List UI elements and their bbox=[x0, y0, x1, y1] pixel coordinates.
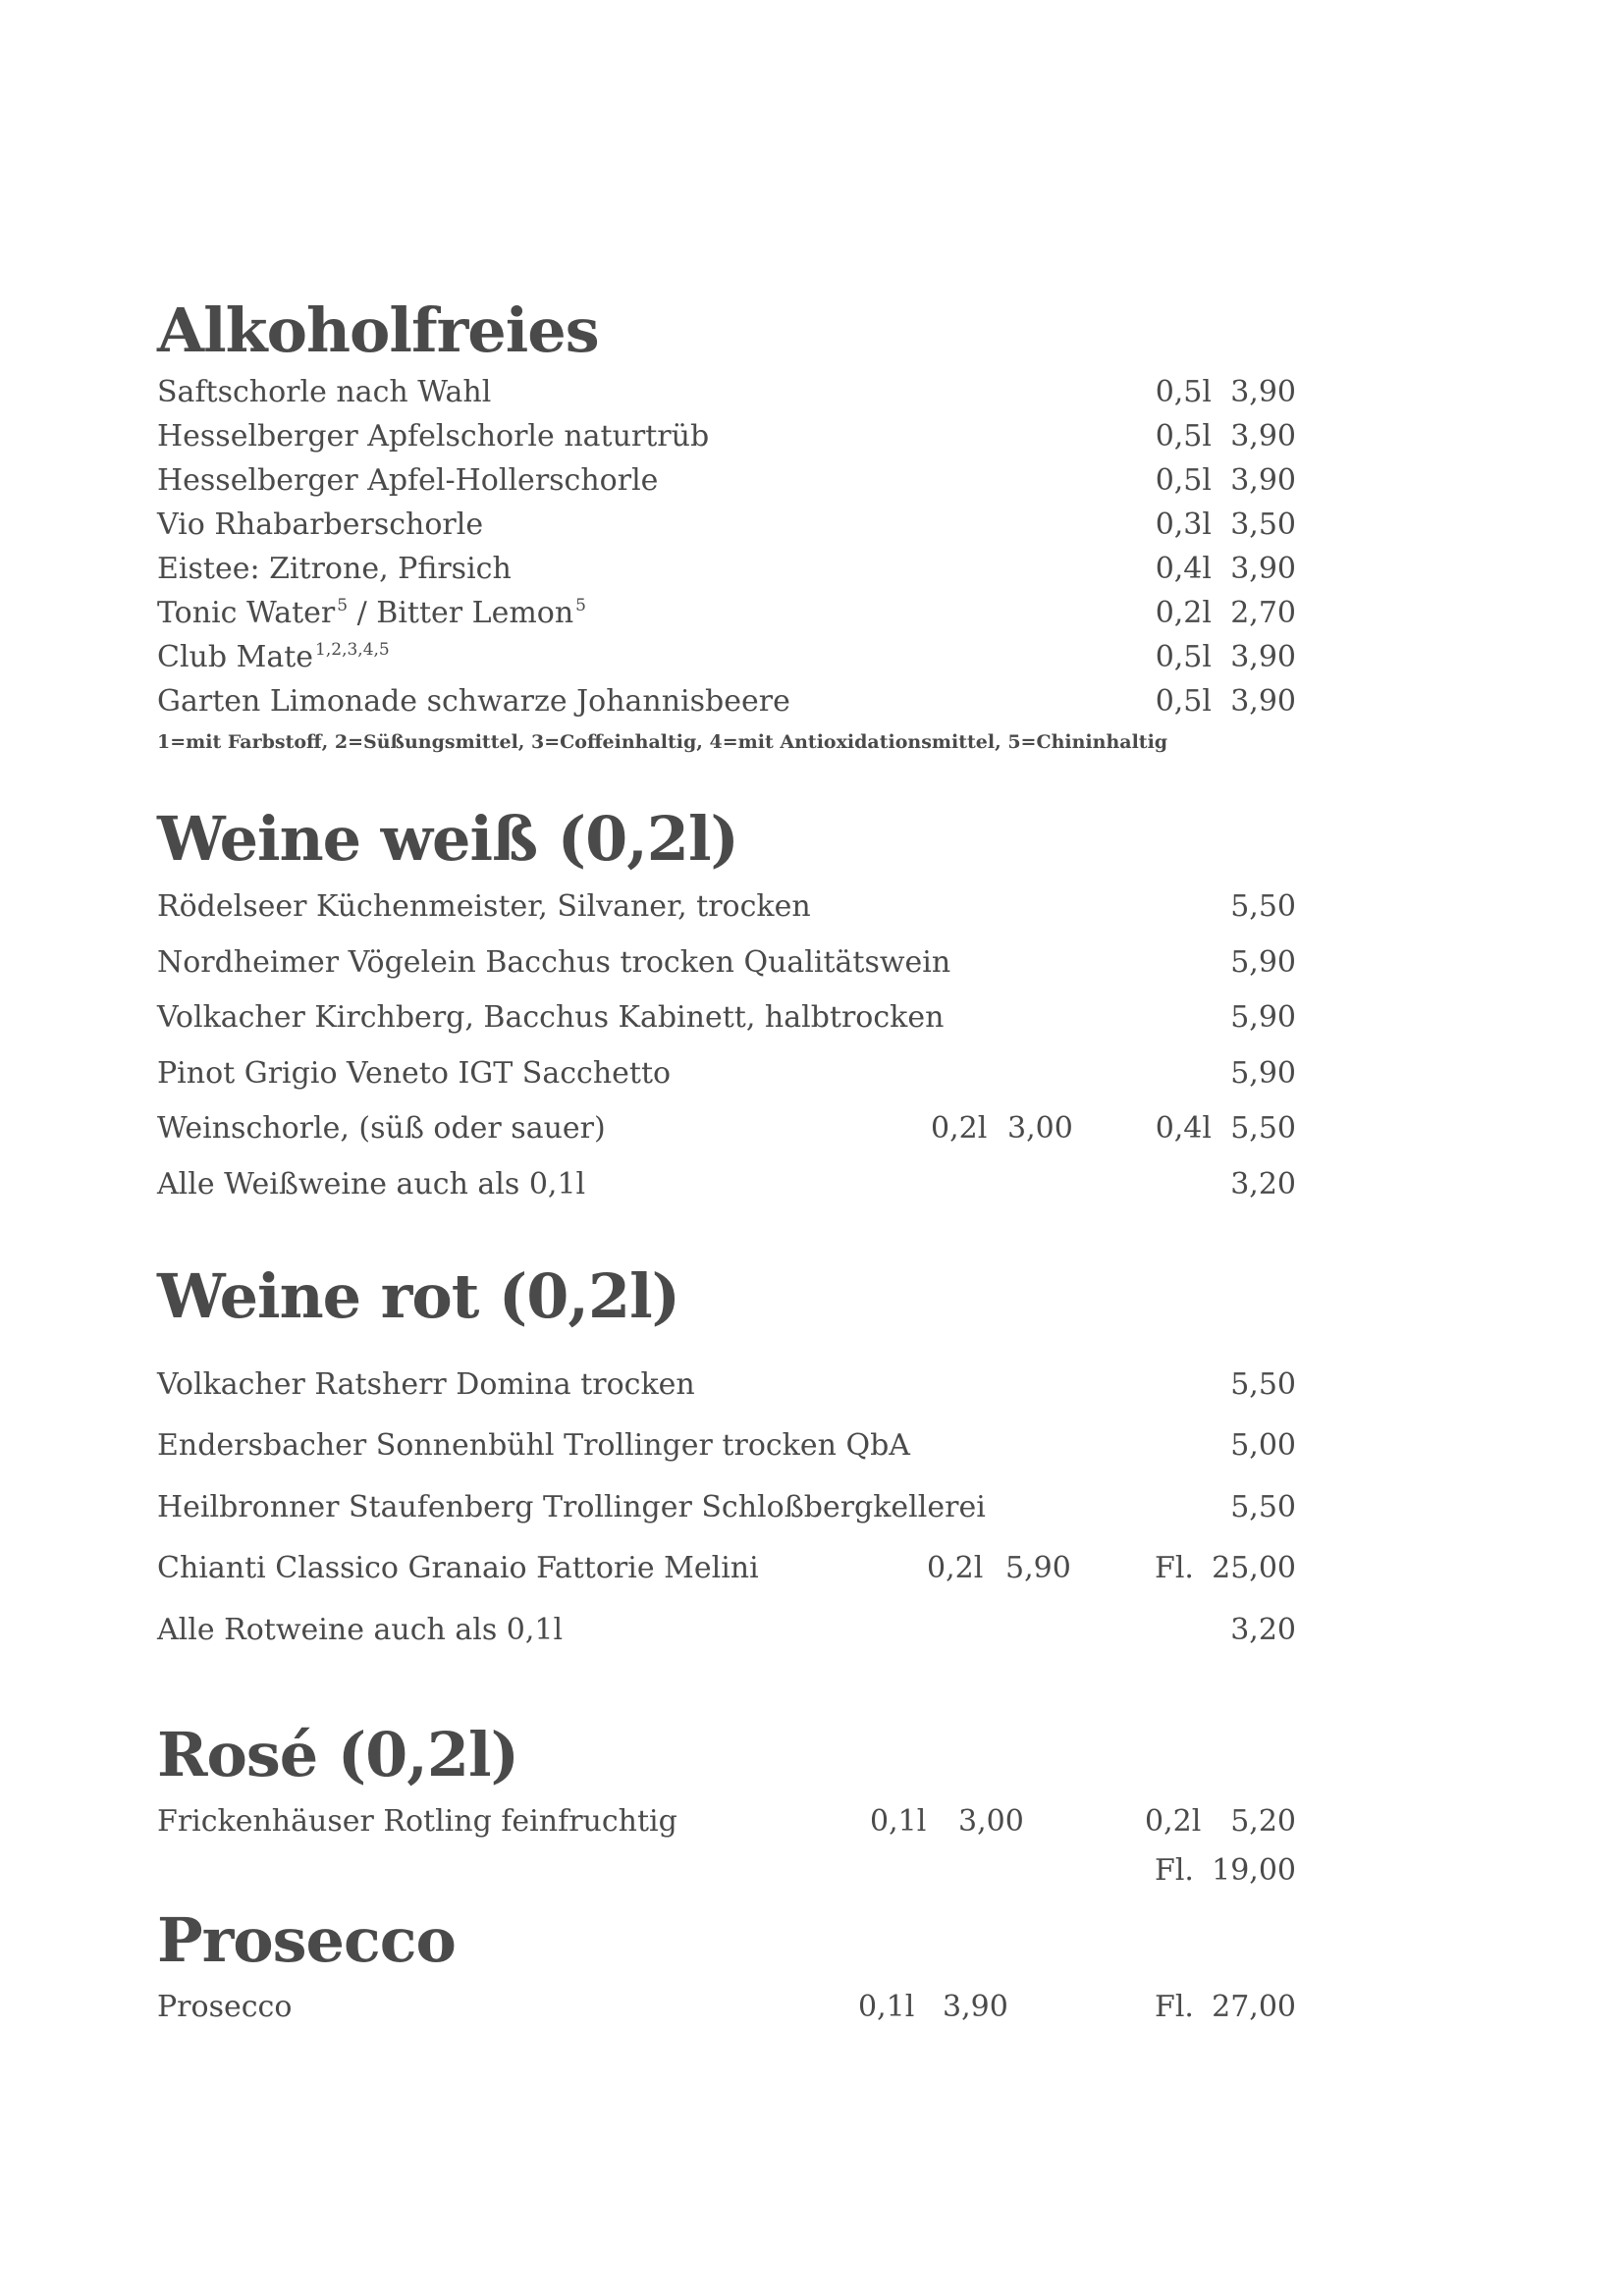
menu-item bbox=[157, 417, 1296, 456]
item-name-part: Club Mate bbox=[157, 640, 314, 674]
item-volume: 0,4l bbox=[1155, 1111, 1212, 1146]
menu-item bbox=[157, 1365, 1296, 1405]
menu-item bbox=[157, 461, 1296, 501]
menu-item bbox=[157, 1611, 1296, 1650]
item-volume: 0,5l bbox=[1155, 684, 1212, 719]
item-name: Weinschorle, (süß oder sauer) bbox=[157, 1111, 606, 1146]
menu-item bbox=[157, 1802, 1296, 1842]
menu-item bbox=[157, 373, 1296, 412]
item-volume-small: 0,1l bbox=[870, 1804, 927, 1839]
item-name: Hesselberger Apfelschorle naturtrüb bbox=[157, 419, 710, 454]
item-volume: 0,5l bbox=[1155, 375, 1212, 409]
item-volume: 0,2l bbox=[1145, 1804, 1202, 1839]
item-price: 5,00 bbox=[1230, 1428, 1296, 1463]
item-volume-small: 0,2l bbox=[927, 1551, 984, 1585]
section-title-alkoholfreies: Alkoholfreies bbox=[157, 294, 599, 366]
item-name-part: / Bitter Lemon bbox=[348, 596, 574, 630]
menu-item bbox=[157, 1426, 1296, 1466]
item-name: Prosecco bbox=[157, 1990, 293, 2024]
item-volume: Fl. bbox=[1155, 1551, 1194, 1585]
item-price: 3,50 bbox=[1230, 507, 1296, 542]
menu-item bbox=[157, 1054, 1296, 1094]
menu-item bbox=[157, 1109, 1296, 1148]
item-name: Alle Rotweine auch als 0,1l bbox=[157, 1613, 564, 1647]
section-title-weine-rot: Weine rot (0,2l) bbox=[157, 1260, 680, 1332]
section-title-rose: Rosé (0,2l) bbox=[157, 1719, 518, 1790]
item-price: 3,90 bbox=[1230, 640, 1296, 674]
item-name: Nordheimer Vögelein Bacchus trocken Qualitätswein bbox=[157, 945, 951, 980]
menu-item bbox=[157, 638, 1296, 677]
item-price: 2,70 bbox=[1230, 596, 1296, 630]
footnote-marker: 5 bbox=[337, 596, 349, 615]
additives-footnote: 1=mit Farbstoff, 2=Süßungsmittel, 3=Coffeinhaltig, 4=mit Antioxidationsmittel, 5=Chininhaltig bbox=[157, 731, 1168, 753]
item-price: 3,90 bbox=[1230, 552, 1296, 586]
item-price: 25,00 bbox=[1212, 1551, 1296, 1585]
item-price: 5,20 bbox=[1230, 1804, 1296, 1839]
item-price-small: 3,90 bbox=[943, 1990, 1008, 2024]
item-volume: 0,2l bbox=[1155, 596, 1212, 630]
menu-item bbox=[157, 1488, 1296, 1527]
item-price: 3,90 bbox=[1230, 375, 1296, 409]
item-name: Volkacher Kirchberg, Bacchus Kabinett, halbtrocken bbox=[157, 1000, 945, 1035]
menu-item bbox=[157, 550, 1296, 589]
item-volume-small: 0,1l bbox=[858, 1990, 915, 2024]
menu-item bbox=[157, 1549, 1296, 1588]
item-price: 5,50 bbox=[1230, 1367, 1296, 1402]
item-name: Pinot Grigio Veneto IGT Sacchetto bbox=[157, 1056, 672, 1091]
item-price-small: 3,00 bbox=[1007, 1111, 1073, 1146]
item-price: 3,90 bbox=[1230, 419, 1296, 454]
item-name: Garten Limonade schwarze Johannisbeere bbox=[157, 684, 790, 719]
menu-item bbox=[157, 887, 1296, 927]
item-name: Saftschorle nach Wahl bbox=[157, 375, 492, 409]
item-name: Rödelseer Küchenmeister, Silvaner, trocken bbox=[157, 889, 811, 924]
item-price: 3,20 bbox=[1230, 1613, 1296, 1647]
item-name: Vio Rhabarberschorle bbox=[157, 507, 484, 542]
menu-item bbox=[157, 506, 1296, 545]
menu-item bbox=[157, 1165, 1296, 1204]
item-name: Alle Weißweine auch als 0,1l bbox=[157, 1167, 586, 1201]
item-volume-small: 0,2l bbox=[931, 1111, 988, 1146]
item-price-small: 5,90 bbox=[1005, 1551, 1071, 1585]
item-price: 5,90 bbox=[1230, 945, 1296, 980]
menu-item bbox=[157, 1988, 1296, 2027]
item-price: 5,90 bbox=[1230, 1000, 1296, 1035]
item-price: 5,50 bbox=[1230, 1111, 1296, 1146]
item-name: Chianti Classico Granaio Fattorie Melini bbox=[157, 1551, 759, 1585]
item-volume: Fl. bbox=[1155, 1990, 1194, 2024]
item-volume: Fl. bbox=[1155, 1853, 1194, 1888]
menu-item bbox=[157, 998, 1296, 1038]
section-title-prosecco: Prosecco bbox=[157, 1904, 456, 1976]
item-price-small: 3,00 bbox=[958, 1804, 1024, 1839]
item-price: 3,90 bbox=[1230, 463, 1296, 498]
menu-item bbox=[157, 682, 1296, 721]
item-volume: 0,4l bbox=[1155, 552, 1212, 586]
menu-item bbox=[157, 943, 1296, 983]
item-volume: 0,3l bbox=[1155, 507, 1212, 542]
item-name: Volkacher Ratsherr Domina trocken bbox=[157, 1367, 695, 1402]
item-price: 19,00 bbox=[1212, 1853, 1296, 1888]
menu-item bbox=[157, 594, 1296, 633]
item-name: Heilbronner Staufenberg Trollinger Schloßbergkellerei bbox=[157, 1490, 986, 1524]
item-volume: 0,5l bbox=[1155, 463, 1212, 498]
item-volume: 0,5l bbox=[1155, 419, 1212, 454]
item-name: Endersbacher Sonnenbühl Trollinger trocken QbA bbox=[157, 1428, 910, 1463]
section-title-weine-weiss: Weine weiß (0,2l) bbox=[157, 803, 738, 875]
item-name-part: Tonic Water bbox=[157, 596, 336, 630]
item-name bbox=[157, 594, 586, 637]
item-volume: 0,5l bbox=[1155, 640, 1212, 674]
item-price: 5,50 bbox=[1230, 889, 1296, 924]
item-name: Eistee: Zitrone, Pfirsich bbox=[157, 552, 512, 586]
menu-item bbox=[157, 1851, 1296, 1891]
footnote-marker: 1,2,3,4,5 bbox=[315, 640, 390, 660]
footnote-marker: 5 bbox=[575, 596, 586, 615]
item-price: 5,90 bbox=[1230, 1056, 1296, 1091]
item-name: Hesselberger Apfel-Hollerschorle bbox=[157, 463, 659, 498]
item-price: 5,50 bbox=[1230, 1490, 1296, 1524]
item-price: 3,20 bbox=[1230, 1167, 1296, 1201]
item-name bbox=[157, 638, 390, 681]
item-name: Frickenhäuser Rotling feinfruchtig bbox=[157, 1804, 677, 1839]
item-price: 3,90 bbox=[1230, 684, 1296, 719]
item-price: 27,00 bbox=[1212, 1990, 1296, 2024]
